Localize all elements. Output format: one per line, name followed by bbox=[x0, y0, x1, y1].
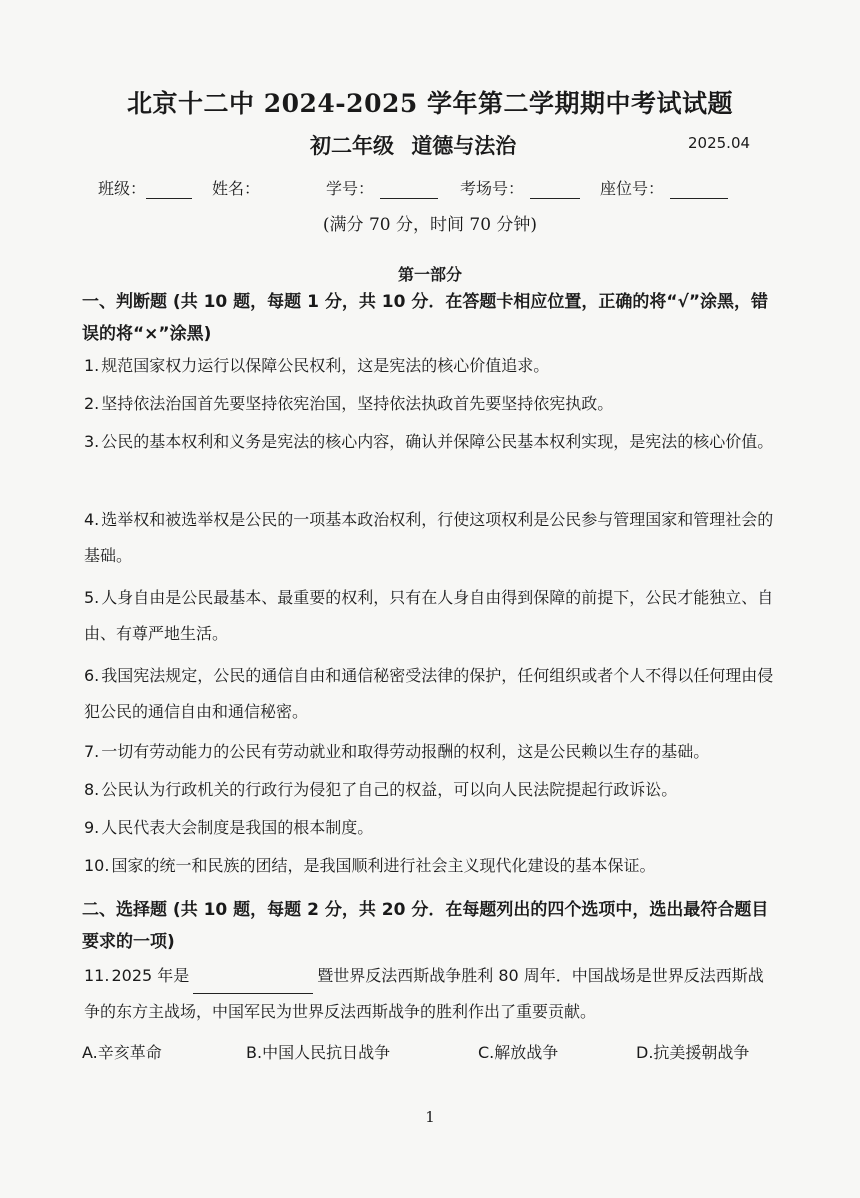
option-b[interactable]: B.中国人民抗日战争 bbox=[246, 1043, 391, 1062]
room-label: 考场号： bbox=[460, 179, 525, 198]
class-label: 班级： bbox=[98, 179, 147, 198]
question-number: 4. bbox=[84, 510, 100, 529]
question-number: 9. bbox=[84, 818, 100, 837]
question-text: 公民认为行政机关的行政行为侵犯了自己的权益，可以向人民法院提起行政诉讼。 bbox=[101, 780, 678, 799]
class-field bbox=[98, 176, 192, 199]
question-1 bbox=[84, 348, 779, 384]
part-title: 第一部分 bbox=[397, 265, 462, 284]
question-text-before-blank: 2025 年是 bbox=[111, 966, 190, 985]
question-text: 选举权和被选举权是公民的一项基本政治权利，行使这项权利是公民参与管理国家和管理社会的基础。 bbox=[84, 510, 774, 565]
student-id-field bbox=[326, 176, 438, 199]
room-blank[interactable] bbox=[530, 182, 580, 199]
page-number: 1 bbox=[425, 1108, 435, 1126]
q11-options bbox=[82, 1040, 782, 1070]
question-number: 5. bbox=[84, 588, 100, 607]
question-2 bbox=[84, 386, 779, 422]
question-number: 8. bbox=[84, 780, 100, 799]
question-7 bbox=[84, 734, 779, 770]
question-5 bbox=[84, 580, 779, 652]
section1-heading: 一、判断题 (共 10 题，每题 1 分，共 10 分．在答题卡相应位置，正确的将“√”涂黑，错误的将“×”涂黑) bbox=[82, 292, 769, 344]
question-text: 规范国家权力运行以保障公民权利，这是宪法的核心价值追求。 bbox=[101, 356, 550, 375]
question-6 bbox=[84, 658, 779, 730]
option-a[interactable]: A.辛亥革命 bbox=[82, 1043, 162, 1062]
question-number: 11. bbox=[84, 966, 110, 985]
question-text: 人民代表大会制度是我国的根本制度。 bbox=[101, 818, 374, 837]
question-11 bbox=[84, 958, 779, 1030]
subject-label: 道德与法治 bbox=[411, 133, 517, 158]
question-8 bbox=[84, 772, 779, 808]
grade-label: 初二年级 bbox=[310, 133, 394, 158]
section2-heading: 二、选择题 (共 10 题，每题 2 分，共 20 分．在每题列出的四个选项中，选出最符合题目要求的一项) bbox=[82, 900, 769, 952]
question-text: 我国宪法规定，公民的通信自由和通信秘密受法律的保护，任何组织或者个人不得以任何理由侵犯公民的通信自由和通信秘密。 bbox=[84, 666, 774, 721]
question-text: 一切有劳动能力的公民有劳动就业和取得劳动报酬的权利，这是公民赖以生存的基础。 bbox=[101, 742, 710, 761]
question-9 bbox=[84, 810, 779, 846]
question-text-after-blank: 暨世界反法西斯战争胜利 80 周年．中国战场是世界反法西斯战争的东方主战场，中国军民为世界反法西斯战争的胜利作出了重要贡献。 bbox=[84, 966, 764, 1021]
question-number: 6. bbox=[84, 666, 100, 685]
exam-subtitle bbox=[310, 130, 516, 160]
seat-blank[interactable] bbox=[670, 182, 728, 199]
question-number: 3. bbox=[84, 432, 100, 451]
question-10 bbox=[84, 848, 779, 884]
question-number: 1. bbox=[84, 356, 100, 375]
exam-date: 2025.04 bbox=[688, 134, 751, 152]
question-3 bbox=[84, 424, 779, 460]
question-text: 人身自由是公民最基本、最重要的权利，只有在人身自由得到保障的前提下，公民才能独立、自由、有尊严地生活。 bbox=[84, 588, 774, 643]
question-number: 7. bbox=[84, 742, 100, 761]
question-text: 坚持依法治国首先要坚持依宪治国，坚持依法执政首先要坚持依宪执政。 bbox=[101, 394, 614, 413]
name-label: 姓名： bbox=[212, 179, 261, 198]
question-number: 2. bbox=[84, 394, 100, 413]
student-id-label: 学号： bbox=[326, 179, 375, 198]
seat-field bbox=[600, 176, 728, 199]
room-field bbox=[460, 176, 580, 199]
exam-title: 北京十二中 2024-2025 学年第二学期期中考试试题 bbox=[127, 89, 733, 118]
question-text: 国家的统一和民族的团结，是我国顺利进行社会主义现代化建设的基本保证。 bbox=[111, 856, 656, 875]
answer-blank bbox=[193, 977, 313, 994]
question-4 bbox=[84, 502, 779, 574]
seat-label: 座位号： bbox=[600, 179, 665, 198]
score-note: (满分 70 分，时间 70 分钟) bbox=[322, 215, 538, 235]
option-c[interactable]: C.解放战争 bbox=[478, 1043, 559, 1062]
class-blank[interactable] bbox=[146, 182, 192, 199]
name-field bbox=[212, 176, 260, 199]
question-text: 公民的基本权利和义务是宪法的核心内容，确认并保障公民基本权利实现，是宪法的核心价值。 bbox=[101, 432, 774, 451]
student-id-blank[interactable] bbox=[380, 182, 438, 199]
question-number: 10. bbox=[84, 856, 110, 875]
option-d[interactable]: D.抗美援朝战争 bbox=[636, 1043, 750, 1062]
